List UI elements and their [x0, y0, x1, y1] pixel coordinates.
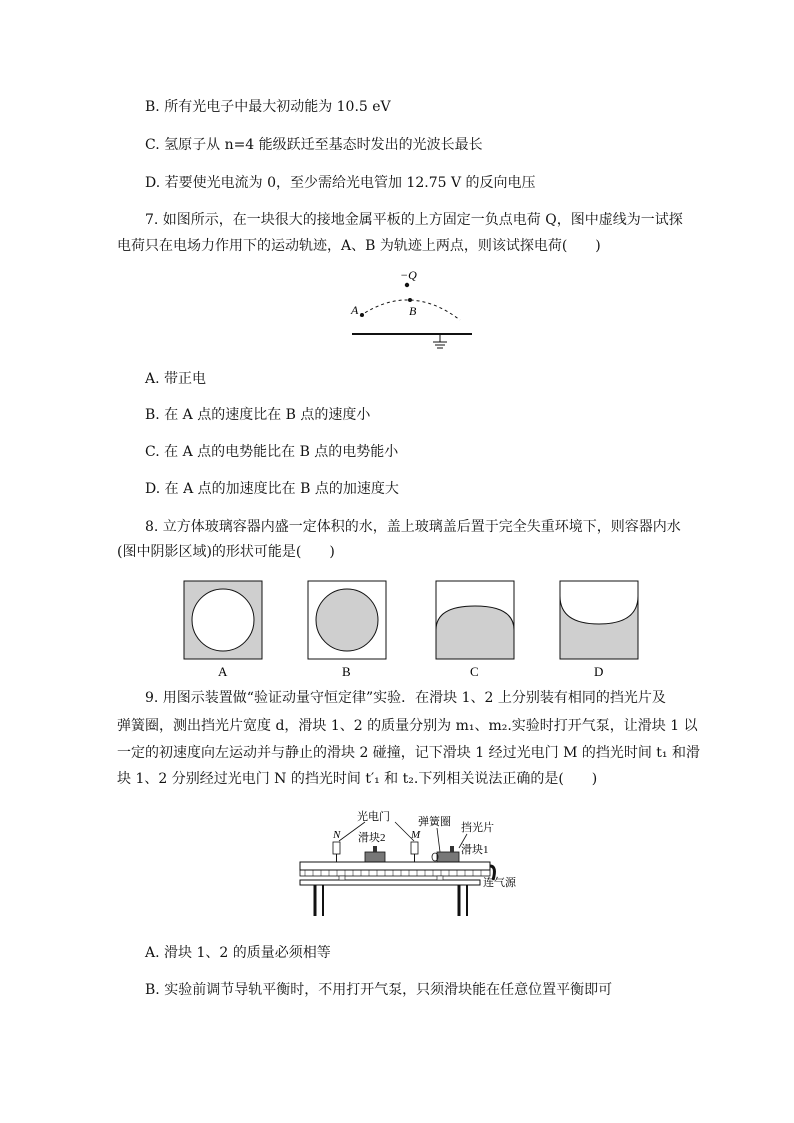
q9-stem-line1: 9. 用图示装置做“验证动量守恒定律”实验．在滑块 1、2 上分别装有相同的挡光片及 [145, 690, 666, 706]
q7-option-b: B. 在 A 点的速度比在 B 点的速度小 [145, 407, 371, 423]
label-gate: 光电门 [357, 811, 390, 823]
q8-label-b: B [342, 664, 351, 679]
q6-option-b: B. 所有光电子中最大初动能为 10.5 eV [145, 99, 391, 115]
q8-stem-line2: (图中阴影区域)的形状可能是( ) [117, 544, 335, 560]
q8-choice-a [184, 581, 262, 659]
point-b-label: B [409, 304, 417, 318]
table-top [300, 880, 480, 885]
label-air: 连气源 [483, 877, 516, 889]
slider-2 [365, 852, 385, 862]
q8-choice-d [560, 581, 638, 659]
label-n: N [333, 829, 341, 841]
gate-n [333, 842, 340, 854]
q8-stem-line1: 8. 立方体玻璃容器内盛一定体积的水，盖上玻璃盖后置于完全失重环境下，则容器内水 [145, 519, 681, 535]
label-slider2: 滑块2 [358, 832, 386, 844]
q9-option-a: A. 滑块 1、2 的质量必须相等 [145, 945, 331, 961]
label-spring: 弹簧圈 [418, 816, 451, 828]
q9-figure [295, 808, 525, 920]
point-a-label: A [351, 303, 359, 317]
label-shield: 挡光片 [461, 822, 494, 834]
gate-m [411, 842, 418, 854]
q7-stem-line2: 电荷只在电场力作用下的运动轨迹，A、B 为轨迹上两点，则该试探电荷( ) [117, 238, 601, 254]
q9-stem-line4: 块 1、2 分别经过光电门 N 的挡光时间 t′₁ 和 t₂.下列相关说法正确的是( ) [117, 771, 598, 787]
q7-option-c: C. 在 A 点的电势能比在 B 点的电势能小 [145, 444, 399, 460]
slider-1 [437, 852, 459, 862]
q9-stem-line2: 弹簧圈，测出挡光片宽度 d，滑块 1、2 的质量分别为 m₁、m₂.实验时打开气泵，让滑块 1 以 [117, 718, 698, 734]
q7-option-d: D. 在 A 点的加速度比在 B 点的加速度大 [145, 481, 399, 497]
q8-label-c: C [470, 664, 479, 679]
air-track [300, 862, 490, 870]
q6-option-c: C. 氢原子从 n=4 能级跃迁至基态时发出的光波长最长 [145, 137, 483, 153]
label-slider1: 滑块1 [461, 844, 489, 856]
charge-label: −Q [400, 268, 417, 282]
q7-stem-line1: 7. 如图所示，在一块很大的接地金属平板的上方固定一负点电荷 Q，图中虚线为一试探 [145, 212, 683, 228]
q9-stem-line3: 一定的初速度向左运动并与静止的滑块 2 碰撞，记下滑块 1 经过光电门 M 的挡光时间 t₁ 和滑 [117, 745, 700, 761]
q8-figure [180, 578, 650, 680]
q8-label-d: D [594, 664, 604, 679]
label-m: M [411, 829, 421, 841]
q8-choice-b [308, 581, 386, 659]
q7-option-a: A. 带正电 [145, 371, 207, 387]
charge-dot [405, 283, 409, 287]
track-holes [305, 870, 481, 876]
point-a-dot [360, 313, 364, 317]
q8-choice-c [436, 581, 514, 659]
q8-label-a: A [218, 664, 228, 679]
point-b-dot [408, 298, 412, 302]
q6-option-d: D. 若要使光电流为 0，至少需给光电管加 12.75 V 的反向电压 [145, 175, 536, 191]
q9-option-b: B. 实验前调节导轨平衡时，不用打开气泵，只须滑块能在任意位置平衡即可 [145, 982, 613, 998]
q7-figure [340, 262, 480, 357]
